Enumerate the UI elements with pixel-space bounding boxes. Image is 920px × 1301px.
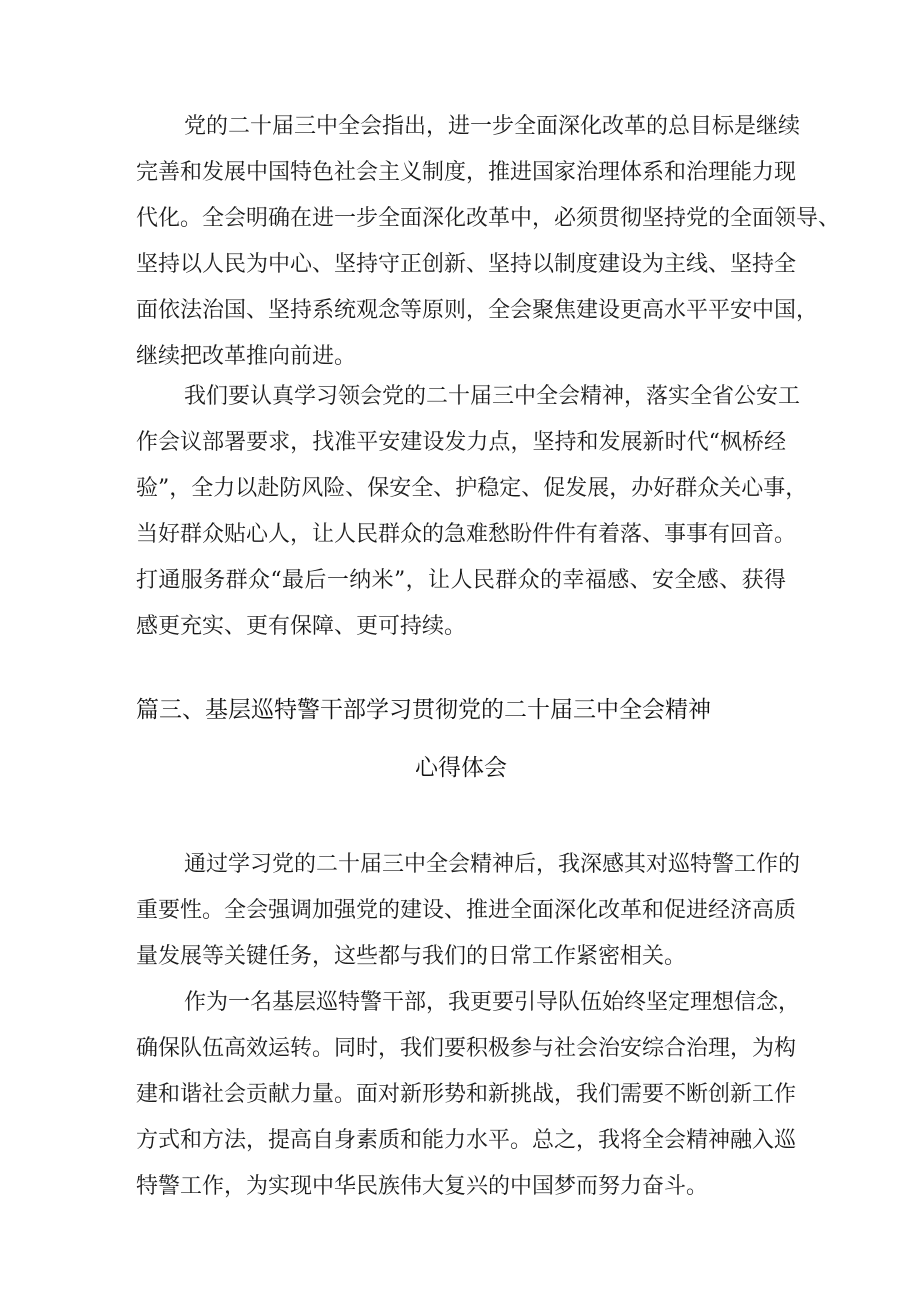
paragraph-line: 继续把改革推向前进。 xyxy=(136,344,357,369)
paragraph-line: 感更充实、更有保障、更可持续。 xyxy=(136,614,467,639)
paragraph-line: 完善和发展中国特色社会主义制度，推进国家治理体系和治理能力现 xyxy=(136,160,797,185)
paragraph-line: 党的二十届三中全会指出，进一步全面深化改革的总目标是继续 xyxy=(184,114,801,139)
paragraph-line: 当好群众贴心人，让人民群众的急难愁盼件件有着落、事事有回音。 xyxy=(136,522,797,547)
paragraph-line: 代化。全会明确在进一步全面深化改革中，必须贯彻坚持党的全面领导、 xyxy=(136,206,841,231)
paragraph-line: 特警工作，为实现中华民族伟大复兴的中国梦而努力奋斗。 xyxy=(136,1174,709,1199)
paragraph-line: 面依法治国、坚持系统观念等原则，全会聚焦建设更高水平平安中国， xyxy=(136,298,819,323)
paragraph-line: 建和谐社会贡献力量。面对新形势和新挑战，我们需要不断创新工作 xyxy=(136,1082,797,1107)
paragraph-line: 确保队伍高效运转。同时，我们要积极参与社会治安综合治理，为构 xyxy=(136,1036,797,1061)
paragraph-line: 我们要认真学习领会党的二十届三中全会精神，落实全省公安工 xyxy=(184,384,801,409)
section-heading-line-1: 篇三、基层巡特警干部学习贯彻党的二十届三中全会精神 xyxy=(136,697,711,723)
section-heading-line-2: 心得体会 xyxy=(415,755,507,781)
paragraph-line: 量发展等关键任务，这些都与我们的日常工作紧密相关。 xyxy=(136,944,687,969)
paragraph-line: 方式和方法，提高自身素质和能力水平。总之，我将全会精神融入巡 xyxy=(136,1128,797,1153)
paragraph-line: 通过学习党的二十届三中全会精神后，我深感其对巡特警工作的 xyxy=(184,852,801,877)
paragraph-line: 作为一名基层巡特警干部，我更要引导队伍始终坚定理想信念， xyxy=(184,990,801,1015)
paragraph-line: 打通服务群众“最后一纳米”，让人民群众的幸福感、安全感、获得 xyxy=(136,568,786,593)
paragraph-line: 验”，全力以赴防风险、保安全、护稳定、促发展，办好群众关心事， xyxy=(136,476,808,501)
paragraph-line: 作会议部署要求，找准平安建设发力点，坚持和发展新时代“枫桥经 xyxy=(136,430,786,455)
paragraph-line: 重要性。全会强调加强党的建设、推进全面深化改革和促进经济高质 xyxy=(136,898,797,923)
paragraph-line: 坚持以人民为中心、坚持守正创新、坚持以制度建设为主线、坚持全 xyxy=(136,252,797,277)
